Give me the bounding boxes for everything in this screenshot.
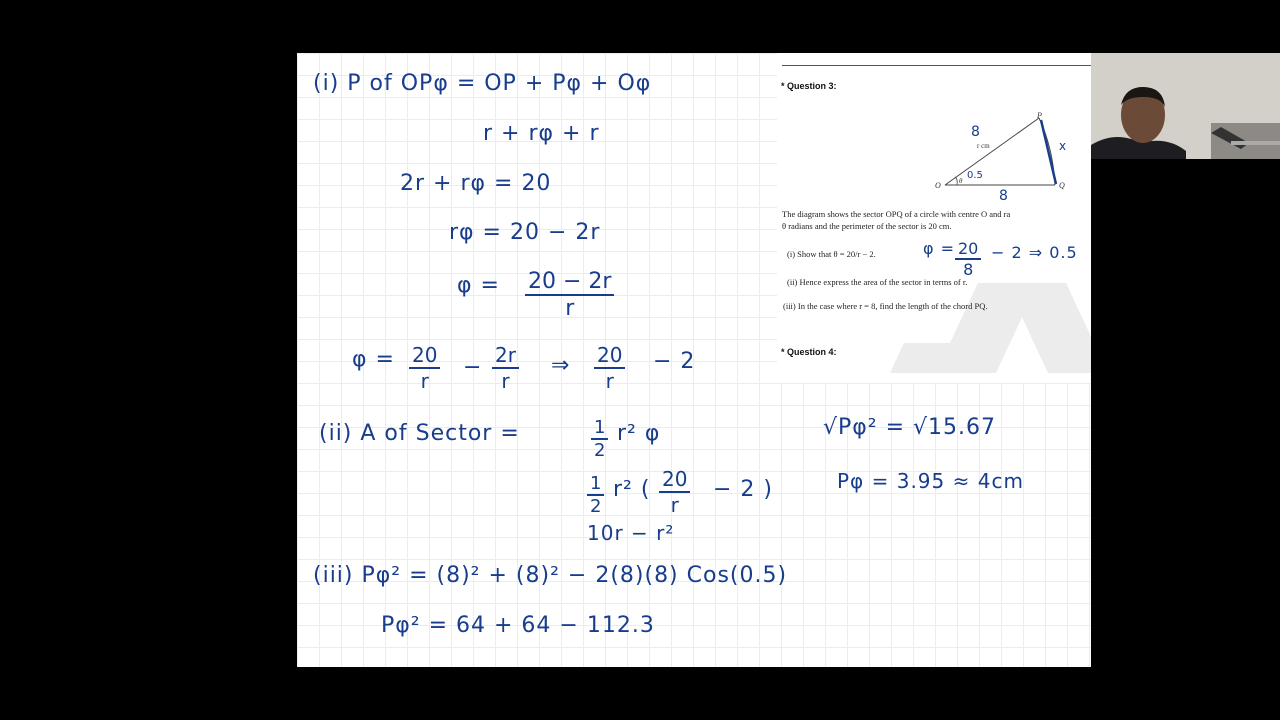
fraction-denominator: r [670,493,679,517]
hw-line-equation: 2r + rφ = 20 [400,171,552,196]
fraction-numerator: 20 [659,467,690,493]
hw-fraction-half-2 [587,473,604,517]
hw-phi-equals-2: φ = [352,347,395,372]
label-r-cm: r cm [977,142,990,150]
fraction-denominator: r [420,369,429,393]
hw-chord-answer: Pφ = 3.95 ≈ 4cm [837,469,1024,493]
question-description-line2: θ radians and the perimeter of the sector is 20 cm. [782,221,952,231]
hw-phi-equals: φ = [457,273,500,298]
hw-chord-numeric: Pφ² = 64 + 64 − 112.3 [381,613,655,638]
fraction-denominator: r [565,296,575,321]
hw-minus: − [463,355,483,380]
divider [782,65,1091,66]
question-description-line1: The diagram shows the sector OPQ of a circle with centre O and ra [782,209,1011,219]
hw-label-x: x [1059,139,1067,153]
label-q: Q [1059,181,1065,190]
fraction-numerator: 20 [409,343,440,369]
hw-label-8-top: 8 [971,124,980,140]
fraction-denominator: r [605,369,614,393]
fraction-numerator: 1 [591,417,608,440]
question-part-ii: (ii) Hence express the area of the sector in terms of r. [787,277,968,287]
hw-area-formula: r² φ [617,421,661,446]
fraction-numerator: 1 [587,473,604,496]
radius-op [945,118,1039,185]
hw-label-8-bottom: 8 [999,188,1008,203]
hw-fraction-20-r-3 [659,467,690,517]
hw-fraction-half [591,417,608,461]
hw-area-tail: − 2 ) [713,477,773,502]
label-o: O [935,181,941,190]
chord-pq-hw [1041,120,1056,184]
hw-line-rphi: rφ = 20 − 2r [449,220,601,245]
question-3-heading: * Question 3: [781,81,837,91]
hw-fraction-20-r [409,343,440,393]
fraction-numerator: 20 − 2r [525,269,614,296]
hw-sqrt-line: √Pφ² = √15.67 [823,415,997,440]
hw-part-i-tail: − 2 ⇒ 0.5 [991,243,1078,262]
hw-line-sum: r + rφ + r [483,121,600,146]
hw-chord-cosine-rule: (iii) Pφ² = (8)² + (8)² − 2(8)(8) Cos(0.5) [313,563,788,588]
question-4-heading: * Question 4: [781,347,837,357]
hw-fraction-2r-r [492,343,519,393]
question-panel [777,53,1091,383]
hw-part-i-fraction [955,239,981,279]
hw-minus-2: − 2 [653,349,696,374]
hw-part-i-phi: φ = [923,239,956,258]
hw-area-substitute: r² ( [613,477,651,502]
webcam-feed [1091,53,1280,159]
fraction-denominator: 2 [594,440,606,461]
hw-fraction-20-r-2 [594,343,625,393]
question-part-i: (i) Show that θ = 20/r − 2. [787,249,876,259]
label-theta: θ [959,177,963,185]
fraction-denominator: r [501,369,510,393]
hw-area-label: (ii) A of Sector = [319,421,520,446]
question-part-iii: (iii) In the case where r = 8, find the length of the chord PQ. [783,301,988,311]
hw-implies: ⇒ [551,353,571,378]
presenter-silhouette [1091,53,1280,159]
sector-diagram [927,108,1091,203]
fraction-denominator: 8 [963,260,974,279]
fraction-denominator: 2 [590,496,602,517]
hw-fraction-phi [525,269,614,321]
fraction-numerator: 2r [492,343,519,369]
label-p: P [1037,111,1042,120]
hw-label-angle: 0.5 [967,170,983,181]
hw-line-perimeter: (i) P of OPφ = OP + Pφ + Oφ [313,71,652,96]
fraction-numerator: 20 [594,343,625,369]
fraction-numerator: 20 [955,239,981,260]
hw-area-result: 10r − r² [587,521,675,545]
watermark-shape [1006,283,1091,373]
whiteboard [297,53,1091,667]
